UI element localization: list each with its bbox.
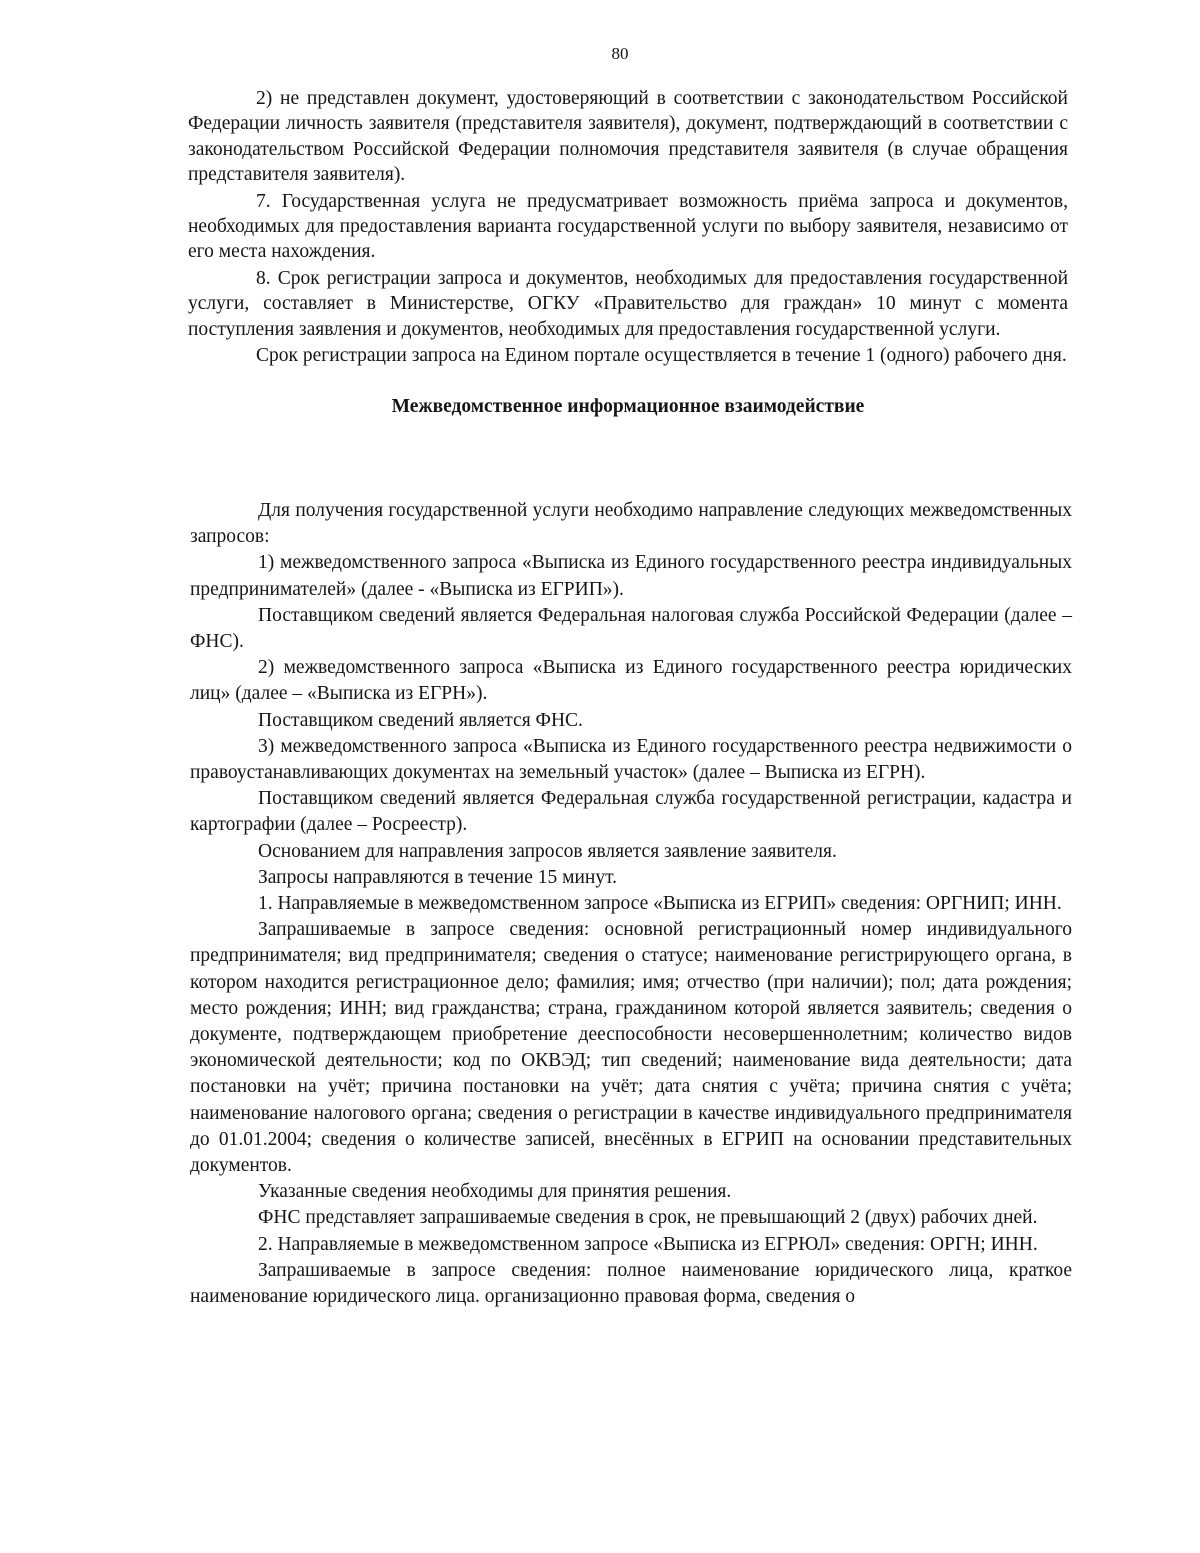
page-number: 80	[611, 44, 629, 63]
paragraph-egrip-requested: Запрашиваемые в запросе сведения: основной регистрационный номер индивидуального предпринимателя; вид предпринимателя; сведения о статусе; наименование регистрирующего органа, в котором находится регистрационное дело; фамилия; имя; отчество (при наличии); пол; дата рождения; место рождения; ИНН; вид гражданства; страна, гражданином которой является заявитель; сведения о документе, подтверждающем приобретение дееспособности несовершеннолетним; количество видов экономической деятельности; код по ОКВЭД; тип сведений; наименование вида деятельности; дата постановки на учёт; причина постановки на учёт; дата снятия с учёта; причина снятия с учёта; наименование налогового органа; сведения о регистрации в качестве индивидуального предпринимателя до 01.01.2004; сведения о количестве записей, внесённых в ЕГРИП на основании представительных документов.	[190, 919, 1072, 1177]
paragraph-section-8: 8. Срок регистрации запроса и документов, необходимых для предоставления государственной услуги, составляет в Министерстве, ОГКУ «Правительство для граждан» 10 минут с момента поступления заявления и документов, необходимых для предоставления государственной услуги.	[188, 267, 1068, 340]
paragraph-egrul-fields: 2. Направляемые в межведомственном запросе «Выписка из ЕГРЮЛ» сведения: ОРГН; ИНН.	[258, 1233, 1038, 1255]
paragraph-supplier-3: Поставщиком сведений является Федеральная служба государственной регистрации, кадастра и картографии (далее – Росреестр).	[190, 788, 1072, 836]
paragraph-basis: Основанием для направления запросов является заявление заявителя.	[258, 840, 837, 862]
paragraph-request-3: 3) межведомственного запроса «Выписка из Единого государственного реестра недвижимости о правоустанавливающих документах на земельный участок» (далее – Выписка из ЕГРН).	[190, 735, 1072, 784]
lower-text-block	[190, 498, 1072, 1310]
paragraph-section-7: 7. Государственная услуга не предусматривает возможность приёма запроса и документов, необходимых для предоставления варианта государственной услуги по выбору заявителя, независимо от его места нахождения.	[188, 190, 1068, 263]
paragraph-fns-deadline: ФНС представляет запрашиваемые сведения в срок, не превышающий 2 (двух) рабочих дней.	[258, 1207, 1038, 1229]
paragraph-timing: Запросы направляются в течение 15 минут.	[258, 866, 618, 888]
paragraph-decision-note: Указанные сведения необходимы для принятия решения.	[258, 1181, 732, 1203]
paragraph-item-2-denial: 2) не представлен документ, удостоверяющий в соответствии с законодательством Российской Федерации личность заявителя (представителя заявителя), документ, подтверждающий в соответствии с законодательством Российской Федерации полномочия представителя заявителя (в случае обращения представителя заявителя).	[188, 88, 1068, 186]
paragraph-request-2: 2) межведомственного запроса «Выписка из Единого государственного реестра юридических лиц» (далее – «Выписка из ЕГРН»).	[190, 657, 1072, 705]
paragraph-egrul-requested: Запрашиваемые в запросе сведения: полное наименование юридического лица, краткое наименование юридического лица. организационно правовая форма, сведения о	[190, 1259, 1072, 1308]
paragraph-portal-registration: Срок регистрации запроса на Едином портале осуществляется в течение 1 (одного) рабочего дня.	[256, 345, 1067, 367]
section-heading: Межведомственное информационное взаимодействие	[391, 396, 865, 418]
paragraph-request-1: 1) межведомственного запроса «Выписка из Единого государственного реестра индивидуальных предпринимателей» (далее - «Выписка из ЕГРИП»).	[190, 552, 1072, 600]
paragraph-supplier-1: Поставщиком сведений является Федеральная налоговая служба Российской Федерации (далее – ФНС).	[190, 604, 1072, 653]
paragraph-supplier-2: Поставщиком сведений является ФНС.	[258, 709, 583, 731]
paragraph-intro: Для получения государственной услуги необходимо направление следующих межведомственных запросов:	[190, 500, 1072, 548]
upper-text-block	[188, 86, 1068, 446]
paragraph-egrip-fields: 1. Направляемые в межведомственном запросе «Выписка из ЕГРИП» сведения: ОРГНИП; ИНН.	[258, 893, 1062, 915]
